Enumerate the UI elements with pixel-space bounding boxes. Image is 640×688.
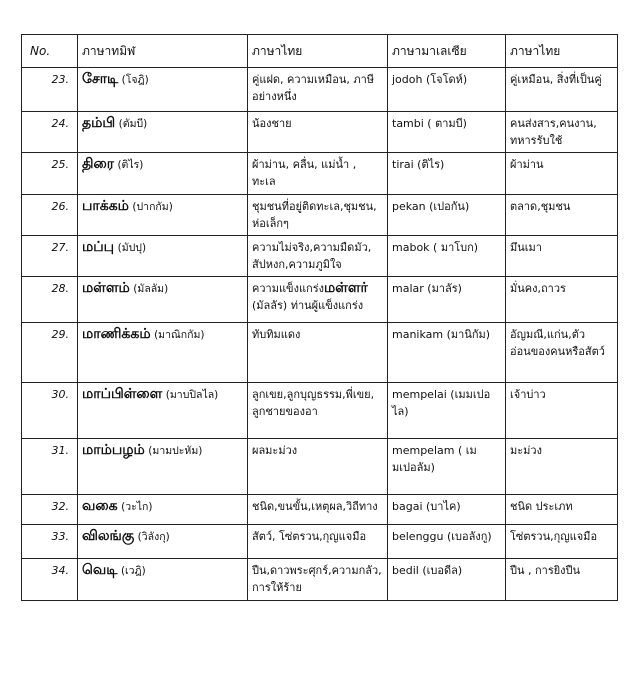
- thai-meaning-2: ชนิด ประเภท: [506, 495, 618, 525]
- tamil-word: தம்பி: [82, 115, 116, 131]
- header-no: No.: [22, 35, 78, 68]
- row-number: 34.: [22, 559, 78, 601]
- table-row: [22, 112, 618, 153]
- malay-word: bagai (บาไค): [388, 495, 506, 525]
- malay-word: jodoh (โจโดห์): [388, 68, 506, 112]
- tamil-reading: (วิลังกุ): [137, 531, 170, 543]
- tamil-word: வெடி: [82, 562, 118, 578]
- tamil-reading: (เวฎิ): [120, 565, 146, 577]
- tamil-reading: (วะไก): [121, 501, 153, 513]
- table-row: [22, 153, 618, 195]
- tamil-word: சோடி: [82, 71, 119, 87]
- row-number: 29.: [22, 323, 78, 383]
- header-thai: ภาษาไทย: [248, 35, 388, 68]
- tamil-word: வகை: [82, 498, 118, 514]
- tamil-word-cell: [78, 195, 248, 236]
- tamil-reading: (ปากกัม): [132, 201, 173, 213]
- thai-meaning: ปืน,ดาวพระศุกร์,ความกลัว, การให้ร้าย: [248, 559, 388, 601]
- thai-meaning-part: ความแข็งแกร่ง: [252, 282, 324, 295]
- tamil-word: மப்பு: [82, 239, 115, 255]
- tamil-word: மள்ளம்: [82, 280, 130, 296]
- table-row: [22, 495, 618, 525]
- tamil-word: பாக்கம்: [82, 198, 129, 214]
- thai-meaning-2: ปืน , การยิงปืน: [506, 559, 618, 601]
- tamil-word-cell: [78, 439, 248, 495]
- thai-meaning: คู่แฝด, ความเหมือน, ภาษีอย่างหนึ่ง: [248, 68, 388, 112]
- thai-meaning-2: มึนเมา: [506, 236, 618, 277]
- thai-meaning-2: อัญมณี,แก่น,ตัวอ่อนของคนหรือสัตว์: [506, 323, 618, 383]
- tamil-reading: (มามปะหัม): [148, 445, 203, 457]
- thai-meaning-2: ผ้าม่าน: [506, 153, 618, 195]
- table-row: [22, 559, 618, 601]
- tamil-word-inline: மள்ளர்: [323, 280, 368, 296]
- tamil-word: மாணிக்கம்: [82, 326, 151, 342]
- tamil-word-cell: [78, 559, 248, 601]
- malay-word: tambi ( ตามบี): [388, 112, 506, 153]
- row-number: 23.: [22, 68, 78, 112]
- malay-word: malar (มาลัร): [388, 277, 506, 323]
- thai-meaning: ความไม่จริง,ความมืดมัว, สัปหงก,ความภูมิใจ: [248, 236, 388, 277]
- tamil-word: திரை: [82, 156, 114, 172]
- tamil-reading: (ตัมบี): [118, 118, 148, 130]
- thai-meaning-2: เจ้าบ่าว: [506, 383, 618, 439]
- thai-meaning: ชนิด,ขนขั้น,เหตุผล,วิถีทาง: [248, 495, 388, 525]
- row-number: 31.: [22, 439, 78, 495]
- thai-meaning-2: คนส่งสาร,คนงาน, ทหารรับใช้: [506, 112, 618, 153]
- tamil-word-cell: [78, 383, 248, 439]
- tamil-reading: (โจฎิ): [121, 74, 149, 86]
- thai-meaning: ผ้าม่าน, คลื่น, แม่น้ำ , ทะเล: [248, 153, 388, 195]
- table-row: [22, 323, 618, 383]
- malay-word: manikam (มานิกัม): [388, 323, 506, 383]
- thai-meaning-part: (มัลลัร) ท่านผู้แข็งแกร่ง: [252, 299, 364, 312]
- header-tamil: ภาษาทมิฬ: [78, 35, 248, 68]
- row-number: 33.: [22, 525, 78, 559]
- malay-word: pekan (เปอกัน): [388, 195, 506, 236]
- table-row: [22, 525, 618, 559]
- tamil-word-cell: [78, 68, 248, 112]
- table-row: [22, 277, 618, 323]
- tamil-word: மாப்பிள்ளை: [82, 386, 163, 402]
- thai-meaning: ทับทิมแดง: [248, 323, 388, 383]
- table-row: [22, 383, 618, 439]
- row-number: 24.: [22, 112, 78, 153]
- malay-word: belenggu (เบอลังกู): [388, 525, 506, 559]
- tamil-reading: (มาณิกกัม): [154, 329, 205, 341]
- row-number: 30.: [22, 383, 78, 439]
- thai-meaning-2: คู่เหมือน, สิ่งที่เป็นคู่: [506, 68, 618, 112]
- tamil-word-cell: [78, 236, 248, 277]
- row-number: 32.: [22, 495, 78, 525]
- tamil-reading: (ติไร): [117, 159, 144, 171]
- malay-word: mempelam ( เมมเปอลัม): [388, 439, 506, 495]
- malay-word: mempelai (เมมเปอ ไล): [388, 383, 506, 439]
- tamil-word-cell: [78, 323, 248, 383]
- row-number: 26.: [22, 195, 78, 236]
- thai-meaning-2: โซ่ตรวน,กุญแจมือ: [506, 525, 618, 559]
- table-row: [22, 68, 618, 112]
- table-row: [22, 236, 618, 277]
- tamil-word-cell: [78, 495, 248, 525]
- malay-word: bedil (เบอดีล): [388, 559, 506, 601]
- row-number: 27.: [22, 236, 78, 277]
- thai-meaning: สัตว์, โซ่ตรวน,กุญแจมือ: [248, 525, 388, 559]
- table-row: [22, 195, 618, 236]
- table-row: [22, 439, 618, 495]
- row-number: 28.: [22, 277, 78, 323]
- vocabulary-table: [21, 34, 618, 601]
- malay-word: tirai (ติไร): [388, 153, 506, 195]
- header-thai-2: ภาษาไทย: [506, 35, 618, 68]
- header-malay: ภาษามาเลเซีย: [388, 35, 506, 68]
- tamil-reading: (มัลลัม): [133, 283, 169, 295]
- tamil-reading: (มาบปิลไล): [165, 389, 219, 401]
- thai-meaning: ชุมชนที่อยู่ติดทะเล,ชุมชน, ห่อเล็กๆ: [248, 195, 388, 236]
- thai-meaning: ผลมะม่วง: [248, 439, 388, 495]
- tamil-reading: (มัปปุ): [117, 242, 147, 254]
- malay-word: mabok ( มาโบก): [388, 236, 506, 277]
- row-number: 25.: [22, 153, 78, 195]
- thai-meaning-2: มะม่วง: [506, 439, 618, 495]
- thai-meaning: น้องชาย: [248, 112, 388, 153]
- thai-meaning-2: ตลาด,ชุมชน: [506, 195, 618, 236]
- tamil-word-cell: [78, 112, 248, 153]
- tamil-word-cell: [78, 525, 248, 559]
- thai-meaning: [248, 277, 388, 323]
- tamil-word-cell: [78, 277, 248, 323]
- header-row: [22, 35, 618, 68]
- thai-meaning-2: มั่นคง,ถาวร: [506, 277, 618, 323]
- tamil-word: மாம்பழம்: [82, 442, 145, 458]
- tamil-word-cell: [78, 153, 248, 195]
- thai-meaning: ลูกเขย,ลูกบุญธรรม,พี่เขย, ลูกชายของอา: [248, 383, 388, 439]
- tamil-word: விலங்கு: [82, 528, 135, 544]
